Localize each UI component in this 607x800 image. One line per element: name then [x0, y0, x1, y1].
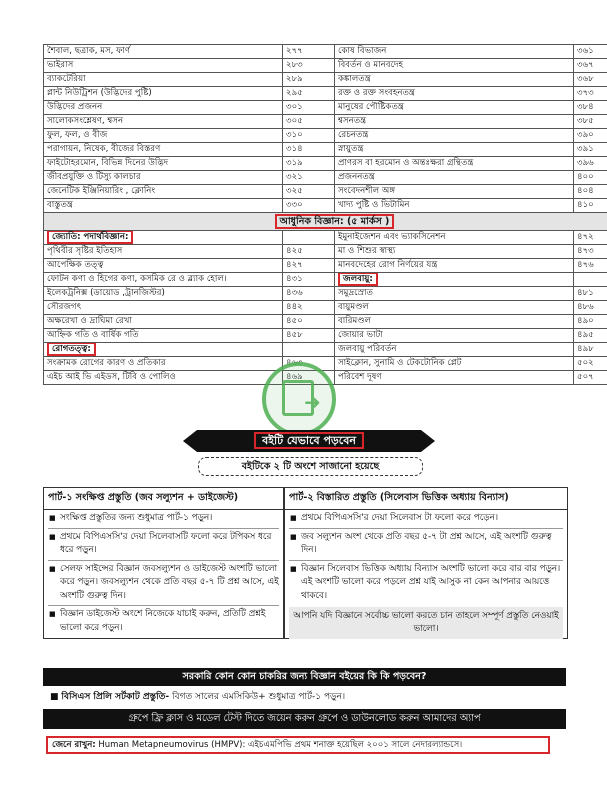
topic-left-text: আপেক্ষিক তত্ত্ব: [47, 260, 104, 270]
topic-right: [335, 143, 574, 157]
topic-right-text: মা ও শিশুর স্বাস্থ্য: [338, 246, 396, 256]
page-right: [574, 199, 607, 213]
page-right-text: ৪৭৬: [577, 260, 594, 270]
topic-right-text: রেচনতন্ত্র: [338, 130, 369, 140]
page-right-text: ৪১০: [577, 200, 594, 210]
topic-left-text: অক্ষরেখা ও দ্রাঘিমা রেখা: [47, 316, 132, 326]
syllabus-rows-modern-science: [44, 231, 607, 385]
page-left-text: ২৮৩: [286, 60, 303, 70]
page-right: [574, 343, 607, 357]
table-row: [44, 73, 607, 87]
topic-left: [44, 59, 283, 73]
topic-right-text: স্নায়ুতন্ত্র: [338, 144, 364, 154]
topic-left: [44, 199, 283, 213]
page-left: [283, 101, 335, 115]
table-row: [44, 171, 607, 185]
table-row: [44, 287, 607, 301]
page-right-text: ৪৮৬: [577, 302, 594, 312]
page-left: [283, 343, 335, 357]
section-row: [44, 213, 607, 231]
how-to-read-title: বইটি যেভাবে পড়বেন: [254, 432, 364, 449]
topic-left-text: জীবপ্রযুক্তি ও টিস্যু কালচার: [47, 172, 141, 182]
fact-text: Human Metapneumovirus (HMPV): এইচএমপিভি প্রথম শনাক্ত হয়েছিল ২০০১ সালে নেদারল্যান্ডসে।: [98, 740, 463, 750]
page-left: [283, 87, 335, 101]
list-item: ■ সংক্ষিপ্ত প্রস্তুতির জন্য শুধুমাত্র পার্ট-১ পড়ুন।: [48, 510, 279, 529]
topic-left-text: ফাইটোহরমোন, বিভিন্ন দিনের উদ্ভিদ: [47, 158, 169, 168]
page-right: [574, 101, 607, 115]
page-right-text: ৩৭৩: [577, 88, 594, 98]
topic-left: [44, 301, 283, 315]
table-row: [44, 259, 607, 273]
page-right: [574, 73, 607, 87]
table-row: [44, 273, 607, 287]
page-right: [574, 157, 607, 171]
bcs-label: বিসিএস প্রিলি সর্টকাট প্রস্তুতি-: [61, 692, 170, 702]
watermark-logo-icon: [262, 362, 336, 436]
page-right-text: ৪৭৩: [577, 246, 594, 256]
how-to-read-subtitle: বইটিকে ২ টি অংশে সাজানো হয়েছে: [198, 457, 423, 476]
topic-left: [44, 185, 283, 199]
page-left-text: ৩০৫: [286, 116, 303, 126]
page-left: [283, 115, 335, 129]
topic-right: [335, 287, 574, 301]
page-right-text: ৪৯০: [577, 316, 594, 326]
topic-left-text: পৃথিবীর সৃষ্টির ইতিহাস: [47, 246, 123, 256]
page-left-text: ৪৩৬: [286, 288, 303, 298]
page-right: [574, 59, 607, 73]
topic-right: [335, 245, 574, 259]
topic-right-text: রক্ত ও রক্ত সংবহনতন্ত্র: [338, 88, 415, 98]
topic-right-text: সংবেদনশীল অঙ্গ: [338, 186, 396, 196]
topic-left-text: উদ্ভিদের প্রজনন: [47, 102, 103, 112]
topic-left-text: ফুল, ফল, ও বীজ: [47, 130, 108, 140]
table-row: [44, 101, 607, 115]
topic-right-text: প্রাণরস বা হরমোন ও অন্তঃক্ষরা গ্রন্থিতন্ত্র: [338, 158, 474, 168]
page-left: [283, 73, 335, 87]
page-left-text: ৪২৭: [286, 260, 303, 270]
part2-note: আপনি যদি বিজ্ঞানে সর্বোচ্চ ভালো করতে চান তাহলে সম্পূর্ণ প্রস্তুতি নেওয়াই ভালো।: [289, 607, 563, 639]
topic-left: [44, 157, 283, 171]
jobs-bar: সরকারি কোন কোন চাকরির জন্য বিজ্ঞান বইয়ের কি কি পড়বেন?: [43, 668, 566, 686]
page-right: [574, 273, 607, 287]
page-right-text: ৪৯৫: [577, 330, 594, 340]
topic-left: [44, 371, 283, 385]
page-left: [283, 245, 335, 259]
subheading-label: জলবায়ু:: [338, 273, 378, 287]
page-left: [283, 157, 335, 171]
page-right-text: ৪০০: [577, 172, 594, 182]
page-left-text: ৩৩০: [286, 200, 303, 210]
page-right-text: ৫০২: [577, 358, 594, 368]
topic-left: [44, 287, 283, 301]
page-left-text: ৪৫৮: [286, 330, 303, 340]
syllabus-rows-biology: [44, 45, 607, 213]
page-left: [283, 259, 335, 273]
topic-right-text: খাদ্য পুষ্টি ও ভিটামিন: [338, 200, 410, 210]
page-right: [574, 87, 607, 101]
topic-right: [335, 101, 574, 115]
topic-right: [335, 329, 574, 343]
banner-right-arrow: [421, 430, 435, 452]
topic-right: [335, 185, 574, 199]
page-right: [574, 45, 607, 59]
page-right-text: ৩৬৭: [577, 60, 594, 70]
topic-right-text: মানুষের পৌষ্টিকতন্ত্র: [338, 102, 404, 112]
list-item: ■ প্রথমে বিপিএসসি'র দেয়া সিলেবাস টা ফলো করে পড়েন।: [289, 510, 563, 529]
page-left-text: ৩২৫: [286, 186, 303, 196]
fact-box: [46, 736, 550, 754]
topic-left: [44, 231, 283, 245]
page-left: [283, 315, 335, 329]
page-right-text: ৩৯০: [577, 130, 594, 140]
topic-right-text: শ্বসনতন্ত্র: [338, 116, 367, 126]
topic-left-text: জেনেটিক ইঞ্জিনিয়ারিং , ক্লোনিং: [47, 186, 156, 196]
topic-left-text: ইলেকট্রনিক্স (ডায়োড ,ট্রানজিস্টর): [47, 288, 165, 298]
topic-left: [44, 73, 283, 87]
part2-heading: পার্ট-২ বিস্তারিত প্রস্তুতি (সিলেবাস ভিত্তিক অধ্যায় বিন্যাস): [285, 488, 567, 510]
bcs-text: বিগত সালের এমসিকিউ+ শুধুমাত্র পার্ট-১ পড়ুন।: [172, 692, 346, 702]
topic-left-text: এইচ আই ভি এইডস, টিবি ও পোলিও: [47, 372, 176, 382]
page-left-text: ৩০১: [286, 102, 303, 112]
page-right-text: ৩৯৬: [577, 158, 594, 168]
page-right: [574, 143, 607, 157]
topic-right: [335, 157, 574, 171]
table-row: [44, 343, 607, 357]
topic-left-text: সংক্রামক রোগের কারণ ও প্রতিকার: [47, 358, 166, 368]
topic-right: [335, 315, 574, 329]
part2-list: [285, 510, 567, 605]
topic-right-text: প্রজননতন্ত্র: [338, 172, 375, 182]
banner-left-arrow: [183, 430, 197, 452]
topic-right: [335, 115, 574, 129]
list-item: ■ সেলফ সাইন্সের বিজ্ঞান জবসল্যুশন ও ডাইজেস্ট অংশটি ভালো করে পড়ুন। জবসল্যুশন থেকে প্রতি বছর ৫-৭ টি প্রশ্ন আসে, এই অংশটি গুরুত্ব দিন।: [48, 561, 279, 607]
part1-list: [44, 510, 283, 637]
topic-left-text: বাস্তুতন্ত্র: [47, 200, 73, 210]
table-row: [44, 129, 607, 143]
topic-left: [44, 245, 283, 259]
topic-left: [44, 101, 283, 115]
subheading-label: জ্যোতি: পদার্থবিজ্ঞান:: [47, 231, 133, 245]
topic-left: [44, 115, 283, 129]
page-right-text: ৪০৪: [577, 186, 594, 196]
topic-left: [44, 87, 283, 101]
topic-right-text: জলবায়ু পরিবর্তন: [338, 344, 397, 354]
section-title: আধুনিক বিজ্ঞান: (৫ মার্কস ): [275, 214, 395, 229]
page-right: [574, 171, 607, 185]
page-left: [283, 301, 335, 315]
page-right-text: ৩৬৮: [577, 74, 594, 84]
topic-right: [335, 273, 574, 287]
topic-right: [335, 231, 574, 245]
topic-right: [335, 343, 574, 357]
page-right: [574, 329, 607, 343]
topic-left: [44, 273, 283, 287]
page-left-text: ৩১০: [286, 130, 303, 140]
page-right: [574, 115, 607, 129]
page-left: [283, 45, 335, 59]
page-left-text: ৪২৫: [286, 246, 303, 256]
page-right-text: ৪৭২: [577, 232, 594, 242]
topic-left: [44, 171, 283, 185]
page-left: [283, 59, 335, 73]
page-left-text: ৪৫০: [286, 316, 303, 326]
topic-right-text: কোষ বিভাজন: [338, 46, 387, 56]
table-row: [44, 143, 607, 157]
topic-right-text: ইমুনাইজেশন এবং ভ্যাকসিনেশন: [338, 232, 446, 242]
table-row: [44, 231, 607, 245]
page-right-text: ৩৮৪: [577, 102, 594, 112]
subheading-label: রোগতত্ত্ব:: [47, 343, 96, 357]
topic-left-text: সৌরজগৎ: [47, 302, 82, 312]
page-right: [574, 245, 607, 259]
topic-left: [44, 315, 283, 329]
page-right-text: ৪৯৮: [577, 344, 594, 354]
topic-left: [44, 45, 283, 59]
page-left: [283, 129, 335, 143]
topic-right: [335, 59, 574, 73]
table-row: [44, 315, 607, 329]
page-left: [283, 185, 335, 199]
topic-right-text: পরিবেশ দূষণ: [338, 372, 382, 382]
list-item: ■ জব সল্যুশন অংশ থেকে প্রতি বছর ৫-৭ টা প্রশ্ন আসে, এই অংশটি গুরুত্ব দিন।: [289, 529, 563, 561]
page-left: [283, 329, 335, 343]
table-row: [44, 59, 607, 73]
page-left: [283, 231, 335, 245]
topic-left: [44, 343, 283, 357]
topic-right-text: জোয়ার ভাটা: [338, 330, 383, 340]
fact-label: জেনে রাখুন:: [52, 740, 96, 750]
page-right-text: ৫০৭: [577, 372, 594, 382]
topic-left-text: শৈবাল, ছত্রাক, মস, ফার্ণ: [47, 46, 131, 56]
topic-left-text: পরাগায়ন, নিষেক, বীজের বিস্তরণ: [47, 144, 161, 154]
topic-left: [44, 259, 283, 273]
bullet-icon: ■: [50, 692, 59, 702]
topic-left-text: ভাইরাস: [47, 60, 74, 70]
page-left-text: ৪৩১: [286, 274, 303, 284]
topic-right: [335, 73, 574, 87]
topic-right: [335, 87, 574, 101]
page-right-text: ৩৮৫: [577, 116, 594, 126]
page-right: [574, 259, 607, 273]
how-to-read-banner: [197, 430, 421, 452]
page-left-text: ৩১৯: [286, 158, 303, 168]
page-left-text: ৪৬৯: [286, 372, 303, 382]
topic-right: [335, 45, 574, 59]
page-right: [574, 185, 607, 199]
page-right: [574, 357, 607, 371]
page-right-text: ৩৯১: [577, 144, 594, 154]
page-right: [574, 301, 607, 315]
page-left-text: ২৮৯: [286, 74, 303, 84]
part1-box: [43, 487, 284, 639]
page-right-text: ৩৬১: [577, 46, 594, 56]
page-left: [283, 273, 335, 287]
topic-right: [335, 371, 574, 385]
topic-right-text: সাইক্লোন, সুনামি ও টেকটোনিক প্লেট: [338, 358, 462, 368]
page-left: [283, 143, 335, 157]
topic-right-text: বায়ুমণ্ডল: [338, 302, 369, 312]
table-row: [44, 357, 607, 371]
topic-right: [335, 199, 574, 213]
table-row: [44, 245, 607, 259]
page-left-text: ৪৬৩: [286, 358, 303, 368]
table-row: [44, 199, 607, 213]
topic-right-text: মানবদেহের রোগ নির্ণয়ের যন্ত্র: [338, 260, 438, 270]
topic-right: [335, 259, 574, 273]
topic-left-text: ফোটন কণা ও হিগের কণা, কসমিক রে ও ব্ল্যাক হোল।: [47, 274, 227, 284]
topic-left-text: প্লান্ট নিউট্রিশন (উদ্ভিদের পুষ্টি): [47, 88, 152, 98]
table-row: [44, 115, 607, 129]
topic-left: [44, 329, 283, 343]
topic-left-text: সালোকসংশ্লেষণ, শ্বসন: [47, 116, 124, 126]
bcs-shortcut-line: [50, 690, 570, 704]
page-right-text: ৪৮১: [577, 288, 594, 298]
topic-right-text: বারিমণ্ডল: [338, 316, 371, 326]
page-left: [283, 171, 335, 185]
page-right: [574, 371, 607, 385]
page-left-text: ৩১৪: [286, 144, 303, 154]
table-row: [44, 87, 607, 101]
topic-right: [335, 129, 574, 143]
table-row: [44, 45, 607, 59]
page-right: [574, 315, 607, 329]
topic-right-text: কঙ্কালতন্ত্র: [338, 74, 371, 84]
topic-right: [335, 171, 574, 185]
syllabus-table: [43, 44, 607, 385]
page-right: [574, 287, 607, 301]
page-left-text: ৩২১: [286, 172, 303, 182]
page-right: [574, 129, 607, 143]
page-right: [574, 231, 607, 245]
arrow-icon: ➜: [304, 390, 321, 414]
topic-right: [335, 357, 574, 371]
table-row: [44, 301, 607, 315]
list-item: ■ বিজ্ঞান সিলেবাস ভিত্তিক অধ্যায় বিন্যাস অংশটি ভালো করে বার বার পড়ুন। এই অংশটি ভালো করে পড়লে প্রশ্ন যাই আসুক না কেন আপনার আয়ত্তে থাকবে।: [289, 561, 563, 606]
topic-left: [44, 357, 283, 371]
page-left-text: ৪৪২: [286, 302, 303, 312]
page-left: [283, 199, 335, 213]
group-join-bar[interactable]: গ্রুপে ফ্রি ক্লাস ও মডেল টেস্ট দিতে জয়েন করুন গ্রুপে ও ডাউনলোড করুন আমাদের অ্যাপ: [43, 709, 566, 729]
table-row: [44, 329, 607, 343]
topic-right-text: বিবর্তন ও মানবদেহ: [338, 60, 404, 70]
part1-heading: পার্ট-১ সংক্ষিপ্ত প্রস্তুতি (জব সল্যুশন + ডাইজেস্ট): [44, 488, 283, 510]
topic-left: [44, 143, 283, 157]
topic-right-text: সমুদ্রস্রোত: [338, 288, 373, 298]
list-item: ■ বিজ্ঞান ডাইজেস্ট অংশে নিজেকে যাচাই করুন, প্রতিটি প্রশ্নই ভালো করে পড়ুন।: [48, 606, 279, 637]
page-left-text: ২৯৫: [286, 88, 303, 98]
topic-left-text: ব্যাকটেরিয়া: [47, 74, 86, 84]
topic-right: [335, 301, 574, 315]
part2-box: [284, 487, 568, 639]
table-row: [44, 185, 607, 199]
topic-left-text: আহ্নিক গতি ও বার্ষিক গতি: [47, 330, 139, 340]
page-left-text: ২৭৭: [286, 46, 303, 56]
topic-left: [44, 129, 283, 143]
page-left: [283, 287, 335, 301]
list-item: ■ প্রথমে বিপিএসসি'র দেয়া সিলেবাসটি ফলো করে টপিকস ধরে ধরে পড়ুন।: [48, 529, 279, 561]
table-row: [44, 157, 607, 171]
